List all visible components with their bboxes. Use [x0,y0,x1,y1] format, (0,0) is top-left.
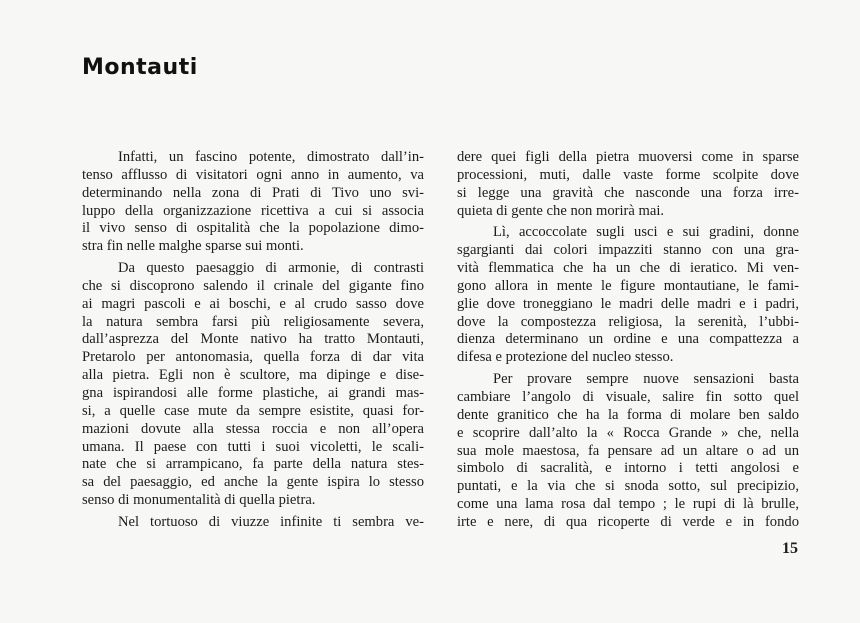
text-line: senso di monumentalità di quella pietra. [82,492,316,509]
text-line: Pretarolo per antonomasia, quella forza di dar vita [82,349,424,366]
text-line: come una lama rosa dal tempo ; le rupi di là brulle, [457,496,799,513]
text-line: dall’asprezza del Monte nativo ha tratto Montauti, [82,331,424,348]
text-line: stra fin nelle malghe sparse sui monti. [82,238,304,255]
text-line: si, a quelle case mute da sempre esistite, quasi for- [82,402,424,419]
text-line: Lì, accoccolate sugli usci e sui gradini, donne [493,224,799,241]
text-line: sgargianti dai colori impazziti stanno con una gra- [457,242,799,259]
text-line: che si discoprono salendo il crinale del gigante fino [82,277,424,294]
text-line: Nel tortuoso di viuzze infinite ti sembra ve- [118,513,424,530]
text-line: cambiare l’angolo di visuale, salire fin sotto quel [457,388,799,405]
text-line: glie dove troneggiano le madri delle madri e i padri, [457,295,799,312]
text-line: dove la compostezza religiosa, la serenità, l’ubbi- [457,313,799,330]
text-line: puntati, e la via che si snoda sotto, sul precipizio, [457,478,799,495]
paragraph [82,260,424,510]
text-line: la natura sembra farsi più religiosamente severa, [82,313,424,330]
text-line: Per provare sempre nuove sensazioni basta [493,371,799,388]
text-line: si legge una gravità che nasconde una forza irre- [457,184,799,201]
text-line: sua mole maestosa, fa pensare ad un altare o ad un [457,442,799,459]
text-line: tenso afflusso di visitatori ogni anno in aumento, va [82,166,424,183]
text-line: mazioni dovute alla stessa roccia e non all’opera [82,420,424,437]
text-line: dente granitico che ha la forma di molare ben saldo [457,406,799,423]
text-line: umana. Il paese con tutti i suoi vicoletti, le scali- [82,438,424,455]
text-line: Da questo paesaggio di armonie, di contrasti [118,260,424,277]
text-line: quieta di gente che non morirà mai. [457,202,665,219]
page-title: Montauti [82,55,198,80]
text-line: determinando nella zona di Prati di Tivo uno svi- [82,184,424,201]
text-line: Infatti, un fascino potente, dimostrato dall’in- [118,149,424,165]
text-line: irte e nere, di qua ricoperte di verde e in fondo [457,513,799,530]
text-line: ai magri pascoli e ai boschi, e al crudo sasso dove [82,295,424,312]
text-line: alla pietra. Egli non è scultore, ma dipinge e dise- [82,367,424,384]
paragraph [457,371,799,532]
paragraph [457,149,799,220]
text-line: difesa e protezione del nucleo stesso. [457,349,674,366]
left-column [82,149,424,536]
text-line: gna ispirandosi alle forme plastiche, ai grandi mas- [82,384,424,401]
text-line: processioni, muti, dalle vaste forme scolpite dove [457,166,799,183]
text-line: gono allora in mente le figure montautiane, le fami- [457,277,799,294]
text-line: il vivo senso di ospitalità che la popolazione dimo- [82,220,424,237]
text-line: luppo della organizzazione ricettiva a cui si associa [82,202,424,219]
text-line: simbolo di sacralità, e intorno i tetti angolosi e [457,460,799,477]
text-line: dienza determinano un ordine e una compattezza a [457,331,799,348]
text-line: vità flemmatica che ha un che di ieratico. Mi ven- [457,260,799,277]
paragraph [82,514,424,532]
text-line: dere quei figli della pietra muoversi come in sparse [457,149,799,165]
page-number: 15 [782,540,798,557]
right-column [457,149,799,536]
text-line: e scoprire dall’alto la « Rocca Grande » che, nella [457,424,799,441]
text-line: sa del paesaggio, ed anche la gente ispira lo stesso [82,474,424,491]
paragraph [457,224,799,367]
text-line: nate che si arrampicano, fa parte della natura stes- [82,456,424,473]
paragraph [82,149,424,256]
